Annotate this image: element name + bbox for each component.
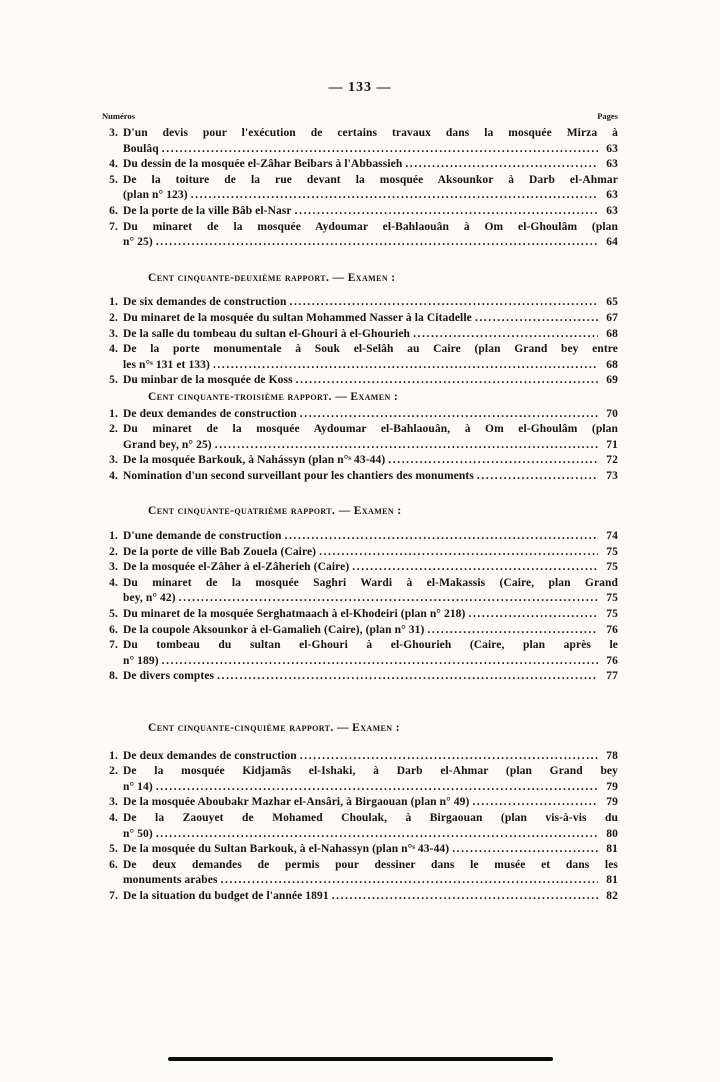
item-number: 4. xyxy=(109,469,118,482)
item-page-number: 69 xyxy=(606,374,618,387)
toc-item xyxy=(102,749,618,765)
item-last-line xyxy=(123,327,618,343)
item-text: De divers comptes xyxy=(123,670,215,683)
toc-item xyxy=(102,342,618,373)
dot-leader xyxy=(156,827,598,843)
toc-item xyxy=(102,422,618,453)
item-page-number: 68 xyxy=(606,358,618,371)
item-text: Du minbar de la mosquée de Koss xyxy=(123,374,293,387)
item-body xyxy=(123,126,618,157)
toc-item xyxy=(102,373,618,389)
item-last-line xyxy=(123,545,618,561)
item-body xyxy=(123,607,618,623)
dot-leader xyxy=(296,373,598,389)
column-header-pages: Pages xyxy=(597,111,618,121)
dot-leader xyxy=(300,749,598,765)
item-page-number: 79 xyxy=(606,780,618,793)
item-last-line xyxy=(123,889,618,905)
item-text: De la porte de ville Bab Zouela (Caire) xyxy=(123,545,317,558)
item-page-number: 75 xyxy=(606,561,618,574)
item-last-line xyxy=(123,438,618,454)
item-text: n° 14) xyxy=(123,780,153,793)
dot-leader xyxy=(162,142,598,158)
dot-leader xyxy=(352,560,598,576)
toc-item xyxy=(102,327,618,343)
item-text: n° 189) xyxy=(123,654,159,667)
item-text: De la mosquée du Sultan Barkouk, à el-Nahassyn (plan n°ˢ 43-44) xyxy=(123,843,450,856)
item-text: Du minaret de la mosquée du sultan Mohammed Nasser à la Citadelle xyxy=(123,311,472,324)
toc-item xyxy=(102,842,618,858)
item-number: 1. xyxy=(109,749,118,762)
item-last-line xyxy=(123,654,618,670)
item-page-number: 80 xyxy=(606,827,618,840)
toc-item xyxy=(102,295,618,311)
dot-leader xyxy=(388,453,598,469)
item-body xyxy=(123,173,618,204)
item-body xyxy=(123,749,618,765)
item-body xyxy=(123,407,618,423)
item-last-line xyxy=(123,453,618,469)
item-number: 5. xyxy=(109,608,118,621)
dot-leader xyxy=(475,311,598,327)
item-text: Du dessin de la mosquée el-Zâhar Beibars à l'Abbassieh xyxy=(123,158,403,171)
item-text: De la mosquée el-Zâher à el-Zâherieh (Caire) xyxy=(123,561,350,574)
dot-leader xyxy=(300,407,598,423)
item-number: 3. xyxy=(109,327,118,340)
item-text: (plan n° 123) xyxy=(123,189,188,202)
toc-item xyxy=(102,889,618,905)
item-line: Du minaret de la mosquée Aydoumar el-Bahlaouân, à Om el-Ghoulâm (plan xyxy=(123,423,618,436)
item-text: De la porte de la ville Bâb el-Nasr xyxy=(123,204,292,217)
item-text: De la salle du tombeau du sultan el-Ghouri à el-Ghourieh xyxy=(123,327,411,340)
item-number: 5. xyxy=(109,374,118,387)
item-body xyxy=(123,469,618,485)
item-last-line xyxy=(123,780,618,796)
item-last-line xyxy=(123,827,618,843)
dot-leader xyxy=(452,842,598,858)
item-last-line xyxy=(123,142,618,158)
toc-item xyxy=(102,795,618,811)
item-last-line xyxy=(123,607,618,623)
item-page-number: 71 xyxy=(606,438,618,451)
item-number: 4. xyxy=(109,811,118,824)
dot-leader xyxy=(213,358,598,374)
dot-leader xyxy=(179,591,598,607)
item-page-number: 75 xyxy=(606,592,618,605)
toc-item xyxy=(102,220,618,251)
dot-leader xyxy=(468,607,598,623)
item-number: 7. xyxy=(109,889,118,902)
item-last-line xyxy=(123,529,618,545)
item-number: 4. xyxy=(109,158,118,171)
item-last-line xyxy=(123,842,618,858)
item-body xyxy=(123,342,618,373)
item-last-line xyxy=(123,373,618,389)
page-number: — 133 — xyxy=(328,80,392,95)
toc-item xyxy=(102,576,618,607)
dot-leader xyxy=(319,545,598,561)
item-body xyxy=(123,327,618,343)
toc-item xyxy=(102,157,618,173)
dot-leader xyxy=(413,327,598,343)
item-page-number: 63 xyxy=(606,204,618,217)
item-page-number: 76 xyxy=(606,623,618,636)
dot-leader xyxy=(295,204,598,220)
dot-leader xyxy=(284,529,598,545)
item-last-line xyxy=(123,204,618,220)
item-last-line xyxy=(123,469,618,485)
item-line: De la toiture de la rue devant la mosquée Aksounkor à Darb el-Ahmar xyxy=(123,173,618,186)
item-number: 1. xyxy=(109,296,118,309)
toc-item xyxy=(102,529,618,545)
item-body xyxy=(123,295,618,311)
item-number: 4. xyxy=(109,576,118,589)
item-text: monuments arabes xyxy=(123,874,218,887)
dot-leader xyxy=(162,654,598,670)
item-number: 3. xyxy=(109,561,118,574)
item-body xyxy=(123,560,618,576)
item-last-line xyxy=(123,311,618,327)
item-last-line xyxy=(123,157,618,173)
item-number: 3. xyxy=(109,127,118,139)
item-page-number: 78 xyxy=(606,749,618,762)
item-page-number: 65 xyxy=(606,296,618,309)
item-number: 6. xyxy=(109,623,118,636)
item-body xyxy=(123,545,618,561)
item-last-line xyxy=(123,188,618,204)
item-page-number: 82 xyxy=(606,889,618,902)
dot-leader xyxy=(289,295,598,311)
item-last-line xyxy=(123,623,618,639)
dot-leader xyxy=(221,873,598,889)
item-number: 8. xyxy=(109,670,118,683)
item-body xyxy=(123,811,618,842)
item-last-line xyxy=(123,560,618,576)
item-text: les n°ˢ 131 et 133) xyxy=(123,358,210,371)
item-line: De la mosquée Kidjamâs el-Ishaki, à Darb el-Ahmar (plan Grand bey xyxy=(123,765,618,778)
item-text: n° 50) xyxy=(123,827,153,840)
item-number: 1. xyxy=(109,407,118,420)
item-number: 2. xyxy=(109,311,118,324)
item-page-number: 63 xyxy=(606,158,618,171)
dot-leader xyxy=(156,235,598,251)
dot-leader xyxy=(405,157,598,173)
item-text: De deux demandes de construction xyxy=(123,749,297,762)
item-body xyxy=(123,373,618,389)
item-line: D'un devis pour l'exécution de certains travaux dans la mosquée Mirza à xyxy=(123,127,618,139)
item-body xyxy=(123,638,618,669)
dot-leader xyxy=(332,889,598,905)
item-last-line xyxy=(123,407,618,423)
item-last-line xyxy=(123,795,618,811)
item-body xyxy=(123,795,618,811)
item-body xyxy=(123,842,618,858)
item-text: De six demandes de construction xyxy=(123,296,287,309)
item-page-number: 68 xyxy=(606,327,618,340)
item-last-line xyxy=(123,295,618,311)
item-last-line xyxy=(123,358,618,374)
item-body xyxy=(123,422,618,453)
item-text: Grand bey, n° 25) xyxy=(123,438,212,451)
item-line: Du minaret de la mosquée Aydoumar el-Bahlaouân à Om el-Ghoulâm (plan xyxy=(123,220,618,233)
toc-item xyxy=(102,858,618,889)
toc-item xyxy=(102,453,618,469)
item-number: 6. xyxy=(109,204,118,217)
item-last-line xyxy=(123,873,618,889)
column-headers xyxy=(102,111,618,121)
item-text: De la situation du budget de l'année 1891 xyxy=(123,889,329,902)
item-number: 2. xyxy=(109,765,118,778)
toc-item xyxy=(102,545,618,561)
item-number: 7. xyxy=(109,639,118,652)
item-page-number: 81 xyxy=(606,843,618,856)
section-heading: Cent cinquante-cinquième rapport. — Examen : xyxy=(148,722,400,734)
item-body xyxy=(123,204,618,220)
item-text: De la mosquée Aboubakr Mazhar el-Ansâri, à Birgaouan (plan n° 49) xyxy=(123,796,470,809)
toc-item xyxy=(102,560,618,576)
item-number: 1. xyxy=(109,530,118,543)
item-page-number: 63 xyxy=(606,142,618,155)
item-page-number: 81 xyxy=(606,874,618,887)
toc-item xyxy=(102,638,618,669)
item-body xyxy=(123,858,618,889)
toc-item xyxy=(102,204,618,220)
item-page-number: 76 xyxy=(606,654,618,667)
dot-leader xyxy=(191,188,598,204)
toc-item xyxy=(102,623,618,639)
dot-leader xyxy=(215,438,598,454)
toc-item xyxy=(102,126,618,157)
item-body xyxy=(123,623,618,639)
item-number: 2. xyxy=(109,545,118,558)
item-last-line xyxy=(123,591,618,607)
item-number: 5. xyxy=(109,173,118,186)
item-last-line xyxy=(123,235,618,251)
item-page-number: 79 xyxy=(606,796,618,809)
item-text: De la mosquée Barkouk, à Nahássyn (plan n°ˢ 43-44) xyxy=(123,454,386,467)
toc-item xyxy=(102,311,618,327)
item-text: Nomination d'un second surveillant pour les chantiers des monuments xyxy=(123,469,474,482)
item-page-number: 74 xyxy=(606,530,618,543)
item-page-number: 63 xyxy=(606,189,618,202)
toc xyxy=(102,126,618,905)
toc-item xyxy=(102,173,618,204)
item-line: Du tombeau du sultan el-Ghouri à el-Ghourieh (Caire, plan après le xyxy=(123,639,618,652)
item-line: De la Zaouyet de Mohamed Choulak, à Birgaouan (plan vis-à-vis du xyxy=(123,811,618,824)
section-heading: Cent cinquante-quatrième rapport. — Examen : xyxy=(148,505,402,518)
item-page-number: 67 xyxy=(606,311,618,324)
item-number: 3. xyxy=(109,796,118,809)
item-body xyxy=(123,157,618,173)
item-body xyxy=(123,453,618,469)
item-text: n° 25) xyxy=(123,236,153,249)
section-heading: Cent cinquante-troisième rapport. — Examen : xyxy=(148,390,399,403)
item-body xyxy=(123,764,618,795)
item-number: 3. xyxy=(109,454,118,467)
dot-leader xyxy=(477,469,598,485)
item-text: De deux demandes de construction xyxy=(123,407,297,420)
toc-item xyxy=(102,669,618,685)
item-page-number: 75 xyxy=(606,608,618,621)
item-line: Du minaret de la mosquée Saghri Wardi à el-Makassis (Caire, plan Grand xyxy=(123,576,618,589)
toc-item xyxy=(102,469,618,485)
item-number: 6. xyxy=(109,858,118,871)
item-page-number: 70 xyxy=(606,407,618,420)
item-number: 5. xyxy=(109,843,118,856)
item-body xyxy=(123,311,618,327)
item-text: bey, n° 42) xyxy=(123,592,176,605)
item-body xyxy=(123,529,618,545)
item-number: 4. xyxy=(109,343,118,356)
dot-leader xyxy=(156,780,598,796)
item-page-number: 72 xyxy=(606,454,618,467)
item-line: De la porte monumentale à Souk el-Selâh au Caire (plan Grand bey entre xyxy=(123,343,618,356)
dot-leader xyxy=(217,669,598,685)
section-heading: Cent cinquante-deuxième rapport. — Examen : xyxy=(148,271,396,284)
toc-item xyxy=(102,607,618,623)
item-number: 7. xyxy=(109,220,118,233)
item-last-line xyxy=(123,669,618,685)
toc-item xyxy=(102,811,618,842)
item-page-number: 73 xyxy=(606,469,618,482)
item-body xyxy=(123,889,618,905)
item-page-number: 77 xyxy=(606,670,618,683)
item-last-line xyxy=(123,749,618,765)
item-body xyxy=(123,669,618,685)
item-text: De la coupole Aksounkor à el-Gamalieh (Caire), (plan n° 31) xyxy=(123,623,425,636)
toc-item xyxy=(102,764,618,795)
item-number: 2. xyxy=(109,423,118,436)
item-text: D'une demande de construction xyxy=(123,530,282,543)
scan-artifact xyxy=(168,1057,553,1061)
toc-item xyxy=(102,407,618,423)
item-page-number: 64 xyxy=(606,236,618,249)
toc-content xyxy=(102,111,618,905)
dot-leader xyxy=(427,623,598,639)
item-body xyxy=(123,220,618,251)
item-page-number: 75 xyxy=(606,545,618,558)
item-text: Boulâq xyxy=(123,142,159,155)
item-body xyxy=(123,576,618,607)
item-line: De deux demandes de permis pour dessiner dans le musée et dans les xyxy=(123,858,618,871)
dot-leader xyxy=(472,795,598,811)
item-text: Du minaret de la mosquée Serghatmaach à el-Khodeiri (plan n° 218) xyxy=(123,608,466,621)
column-header-numeros: Numéros xyxy=(102,111,135,121)
